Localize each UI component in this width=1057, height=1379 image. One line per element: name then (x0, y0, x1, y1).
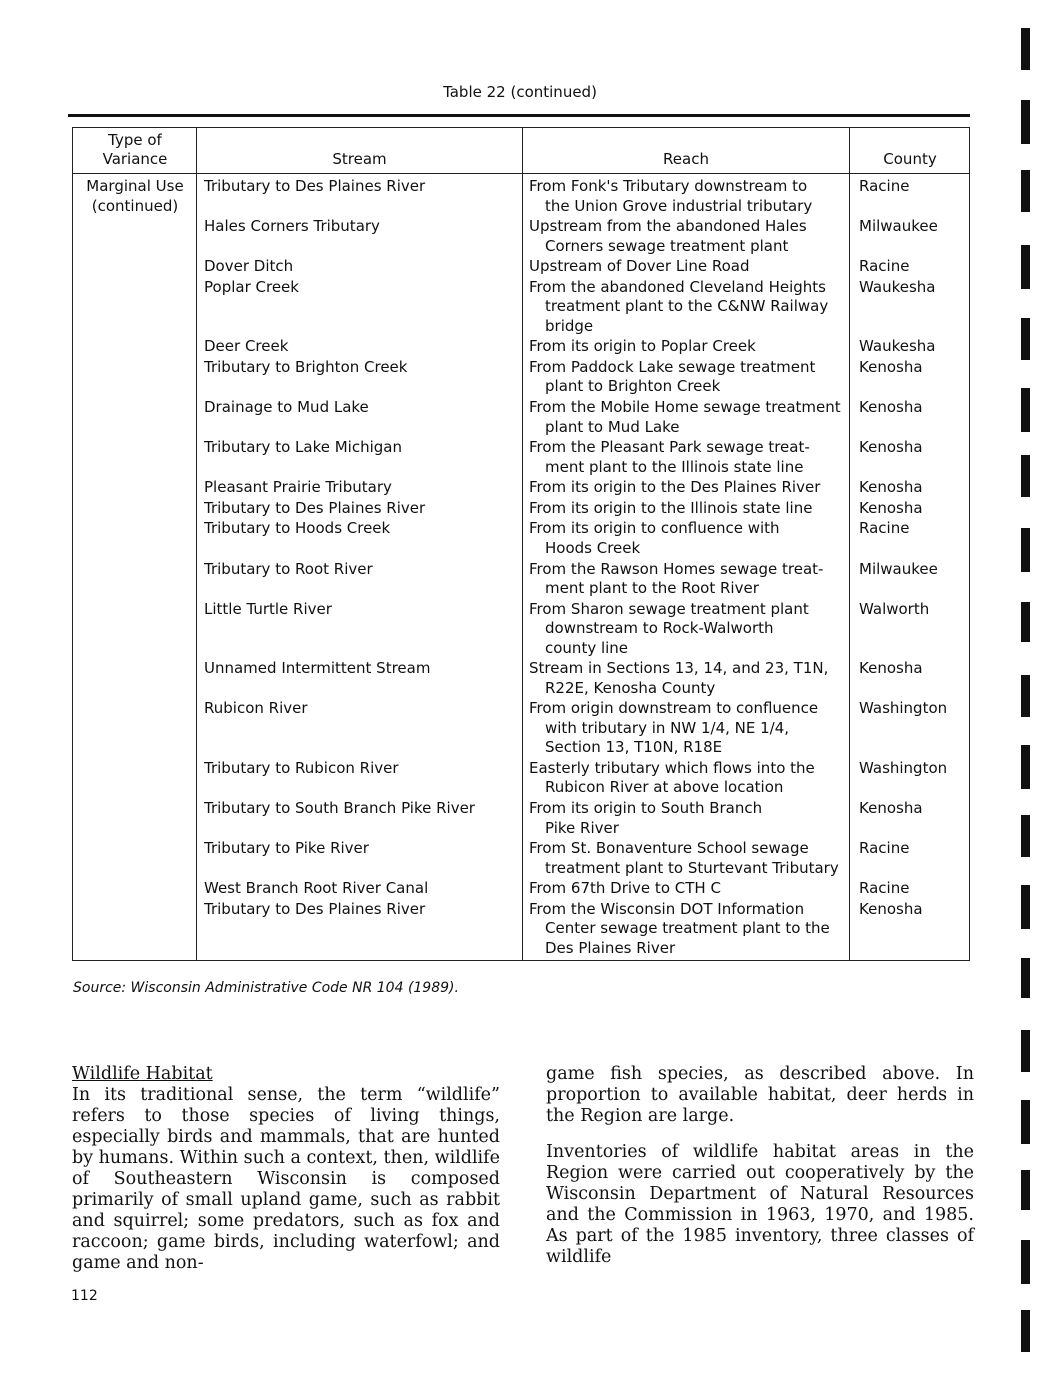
binding-mark (1021, 100, 1030, 144)
binding-mark (1021, 958, 1030, 998)
stream-line: Tributary to South Branch Pike River (204, 799, 475, 817)
reach-line: From St. Bonaventure School sewage (529, 839, 809, 858)
cell-county: Kenosha (859, 398, 923, 417)
binding-mark (1021, 528, 1030, 572)
right-text-column (546, 1064, 974, 1283)
stream-line: Tributary to Rubicon River (204, 758, 399, 777)
stream-line: Tributary to Brighton Creek (204, 357, 408, 376)
reach-line: From the Rawson Homes sewage treat- (529, 559, 824, 578)
cell-stream (197, 257, 522, 277)
stream-line: Little Turtle River (204, 599, 332, 618)
table-row (73, 799, 969, 838)
cell-reach (522, 278, 849, 337)
stream-line: West Branch Root River Canal (204, 879, 429, 898)
cell-reach (522, 839, 849, 878)
cell-county: Racine (859, 879, 910, 898)
binding-mark (1021, 1310, 1030, 1352)
reach-line: From its origin to Poplar Creek (529, 337, 756, 356)
binding-mark (1021, 815, 1030, 857)
table-row (73, 337, 969, 357)
cell-stream (197, 478, 522, 498)
cell-county: Kenosha (859, 659, 923, 678)
table-row (73, 659, 969, 698)
reach-line: with tributary in NW 1/4, NE 1/4, (545, 718, 790, 737)
cell-variance-type (73, 799, 197, 838)
cell-reach (522, 337, 849, 357)
cell-variance-type (73, 560, 197, 599)
cell-county: Kenosha (859, 478, 923, 497)
cell-variance-type (73, 519, 197, 558)
reach-line: Easterly tributary which flows into the (529, 758, 815, 777)
cell-county: Racine (859, 839, 910, 858)
reach-line: treatment plant to Sturtevant Tributary (545, 858, 839, 877)
right-paragraph-1: game fish species, as described above. In proportion to available habitat, deer herds in the Region are large. (546, 1064, 974, 1126)
cell-county: Waukesha (859, 337, 936, 356)
binding-mark (1021, 1240, 1030, 1284)
stream-line: Tributary to Des Plaines River (204, 177, 426, 195)
cell-county: Racine (859, 519, 910, 538)
cell-stream (197, 398, 522, 437)
table-row (73, 879, 969, 899)
reach-line: Upstream of Dover Line Road (529, 257, 750, 276)
cell-stream (197, 358, 522, 397)
cell-county: Kenosha (859, 357, 923, 376)
cell-county: Racine (859, 257, 910, 276)
stream-line: Drainage to Mud Lake (204, 398, 369, 417)
table-title: Table 22 (continued) (443, 83, 597, 101)
header-type-line2: Variance (102, 150, 168, 168)
reach-line: Pike River (545, 818, 619, 837)
reach-line: Corners sewage treatment plant (545, 236, 789, 255)
header-county: County (883, 150, 937, 168)
binding-mark (1021, 245, 1030, 289)
cell-variance-type (73, 879, 197, 899)
cell-reach (522, 499, 849, 519)
binding-mark (1021, 318, 1030, 360)
cell-stream (197, 839, 522, 878)
binding-mark (1021, 745, 1030, 789)
table-row (73, 478, 969, 498)
cell-reach (522, 358, 849, 397)
table-row (73, 900, 969, 959)
stream-line: Dover Ditch (204, 257, 294, 276)
cell-county: Waukesha (859, 277, 936, 296)
reach-line: Stream in Sections 13, 14, and 23, T1N, (529, 659, 829, 678)
table-row (73, 839, 969, 878)
cell-county: Washington (859, 699, 948, 718)
reach-line: From 67th Drive to CTH C (529, 879, 721, 898)
binding-mark (1021, 675, 1030, 717)
binding-marks (1015, 0, 1045, 1379)
cell-stream (197, 659, 522, 698)
reach-line: plant to Mud Lake (545, 417, 680, 436)
cell-reach (522, 900, 849, 959)
reach-line: From the Pleasant Park sewage treat- (529, 438, 810, 457)
cell-county: Kenosha (859, 438, 923, 457)
cell-reach (522, 519, 849, 558)
cell-county: Kenosha (859, 799, 923, 817)
reach-line: Center sewage treatment plant to the (545, 919, 830, 938)
reach-line: the Union Grove industrial tributary (545, 196, 813, 215)
left-paragraph: In its traditional sense, the term “wildlife” refers to those species of living things, especially birds and mammals, that are hunted by humans. Within such a context, then, wildlife of Southeastern Wisconsin is composed primarily of small upland game, such as rabbit and squirrel; some predators, such as fox and raccoon; game birds, including waterfowl; and game and non- (72, 1085, 500, 1273)
reach-line: Upstream from the abandoned Hales (529, 217, 807, 236)
reach-line: From the Mobile Home sewage treatment (529, 398, 841, 417)
header-stream: Stream (332, 150, 387, 168)
table-row (73, 217, 969, 256)
cell-reach (522, 257, 849, 277)
cell-stream (197, 438, 522, 477)
cell-variance-type (73, 900, 197, 959)
header-divider (73, 173, 969, 174)
cell-county: Walworth (859, 599, 930, 618)
cell-stream (197, 278, 522, 337)
page-number: 112 (71, 1288, 98, 1304)
cell-variance-type (73, 337, 197, 357)
cell-variance-type (73, 499, 197, 519)
cell-county: Milwaukee (859, 217, 938, 236)
binding-mark (1021, 885, 1030, 929)
stream-line: Rubicon River (204, 699, 308, 718)
table-row (73, 278, 969, 337)
stream-line: Hales Corners Tributary (204, 217, 380, 236)
cell-variance-type (73, 398, 197, 437)
cell-stream (197, 900, 522, 959)
cell-stream (197, 217, 522, 256)
section-heading: Wildlife Habitat (72, 1064, 213, 1084)
cell-county: Racine (859, 177, 910, 195)
cell-variance-type (73, 278, 197, 337)
reach-line: bridge (545, 316, 594, 335)
cell-reach (522, 759, 849, 798)
stream-line: Poplar Creek (204, 277, 299, 296)
binding-mark (1021, 388, 1030, 432)
cell-reach (522, 699, 849, 758)
cell-variance-type (73, 839, 197, 878)
cell-reach (522, 799, 849, 838)
stream-line: Tributary to Hoods Creek (204, 519, 391, 538)
binding-mark (1021, 1170, 1030, 1210)
cell-reach (522, 398, 849, 437)
reach-line: From its origin to South Branch (529, 799, 763, 817)
reach-line: ment plant to the Root River (545, 579, 759, 598)
cell-variance-type (73, 699, 197, 758)
table-row (73, 499, 969, 519)
reach-line: From the Wisconsin DOT Information (529, 899, 805, 918)
cell-variance-type (73, 177, 197, 216)
variance-type-line: (continued) (91, 196, 179, 215)
reach-line: downstream to Rock-Walworth (545, 619, 774, 638)
cell-variance-type (73, 478, 197, 498)
reach-line: From its origin to the Illinois state line (529, 498, 813, 517)
reach-line: From Paddock Lake sewage treatment (529, 357, 816, 376)
binding-mark (1021, 1030, 1030, 1072)
table-row (73, 519, 969, 558)
table-row (73, 257, 969, 277)
cell-stream (197, 879, 522, 899)
table-row (73, 759, 969, 798)
stream-line: Tributary to Des Plaines River (204, 899, 426, 918)
table-source-note: Source: Wisconsin Administrative Code NR 104 (1989). (73, 980, 459, 996)
cell-reach (522, 879, 849, 899)
reach-line: From its origin to confluence with (529, 519, 780, 538)
cell-stream (197, 759, 522, 798)
binding-mark (1021, 602, 1030, 642)
header-type-of-variance (73, 131, 197, 169)
variance-type-line: Marginal Use (86, 177, 184, 195)
reach-line: ment plant to the Illinois state line (545, 457, 804, 476)
reach-line: treatment plant to the C&NW Railway (545, 297, 829, 316)
table-row (73, 398, 969, 437)
cell-variance-type (73, 257, 197, 277)
table-row (73, 177, 969, 216)
cell-county: Washington (859, 758, 948, 777)
reach-line: Section 13, T10N, R18E (545, 738, 723, 757)
stream-line: Tributary to Root River (204, 559, 373, 578)
cell-reach (522, 438, 849, 477)
cell-county: Milwaukee (859, 559, 938, 578)
cell-reach (522, 600, 849, 659)
cell-stream (197, 499, 522, 519)
table-body (73, 177, 969, 959)
reach-line: Hoods Creek (545, 538, 641, 557)
reach-line: Rubicon River at above location (545, 778, 784, 797)
stream-line: Tributary to Lake Michigan (204, 438, 402, 457)
cell-variance-type (73, 358, 197, 397)
cell-reach (522, 560, 849, 599)
binding-mark (1021, 1100, 1030, 1144)
reach-line: From origin downstream to confluence (529, 699, 819, 718)
cell-variance-type (73, 438, 197, 477)
cell-county: Kenosha (859, 498, 923, 517)
cell-variance-type (73, 600, 197, 659)
cell-county: Kenosha (859, 899, 923, 918)
cell-stream (197, 600, 522, 659)
cell-reach (522, 217, 849, 256)
cell-reach (522, 478, 849, 498)
reach-line: R22E, Kenosha County (545, 678, 716, 697)
binding-mark (1021, 28, 1030, 70)
stream-line: Pleasant Prairie Tributary (204, 478, 392, 497)
cell-stream (197, 560, 522, 599)
reach-line: From Sharon sewage treatment plant (529, 599, 809, 618)
reach-line: From Fonk's Tributary downstream to (529, 177, 808, 195)
cell-variance-type (73, 217, 197, 256)
reach-line: county line (545, 638, 629, 657)
stream-line: Deer Creek (204, 337, 289, 356)
cell-variance-type (73, 759, 197, 798)
cell-reach (522, 177, 849, 216)
header-type-line1: Type of (108, 131, 162, 149)
table-top-rule (68, 114, 970, 117)
header-reach: Reach (663, 150, 709, 168)
stream-line: Tributary to Des Plaines River (204, 498, 426, 517)
reach-line: plant to Brighton Creek (545, 377, 721, 396)
cell-variance-type (73, 659, 197, 698)
table-row (73, 600, 969, 659)
cell-stream (197, 519, 522, 558)
cell-reach (522, 659, 849, 698)
reach-line: From its origin to the Des Plaines River (529, 478, 821, 497)
right-paragraph-2: Inventories of wildlife habitat areas in the Region were carried out cooperatively by the Wisconsin Department of Natural Resources and the Commission in 1963, 1970, and 1985. As part of the 1985 inventory, three classes of wildlife (546, 1142, 974, 1267)
left-text-column (72, 1064, 500, 1289)
cell-stream (197, 337, 522, 357)
cell-stream (197, 177, 522, 216)
reach-line: From the abandoned Cleveland Heights (529, 277, 826, 296)
cell-stream (197, 699, 522, 758)
table-row (73, 358, 969, 397)
stream-line: Unnamed Intermittent Stream (204, 659, 431, 678)
reach-line: Des Plaines River (545, 938, 676, 957)
binding-mark (1021, 455, 1030, 497)
binding-mark (1021, 170, 1030, 212)
table-row (73, 438, 969, 477)
variance-table (72, 127, 970, 961)
table-row (73, 560, 969, 599)
table-row (73, 699, 969, 758)
cell-stream (197, 799, 522, 838)
stream-line: Tributary to Pike River (204, 839, 369, 858)
